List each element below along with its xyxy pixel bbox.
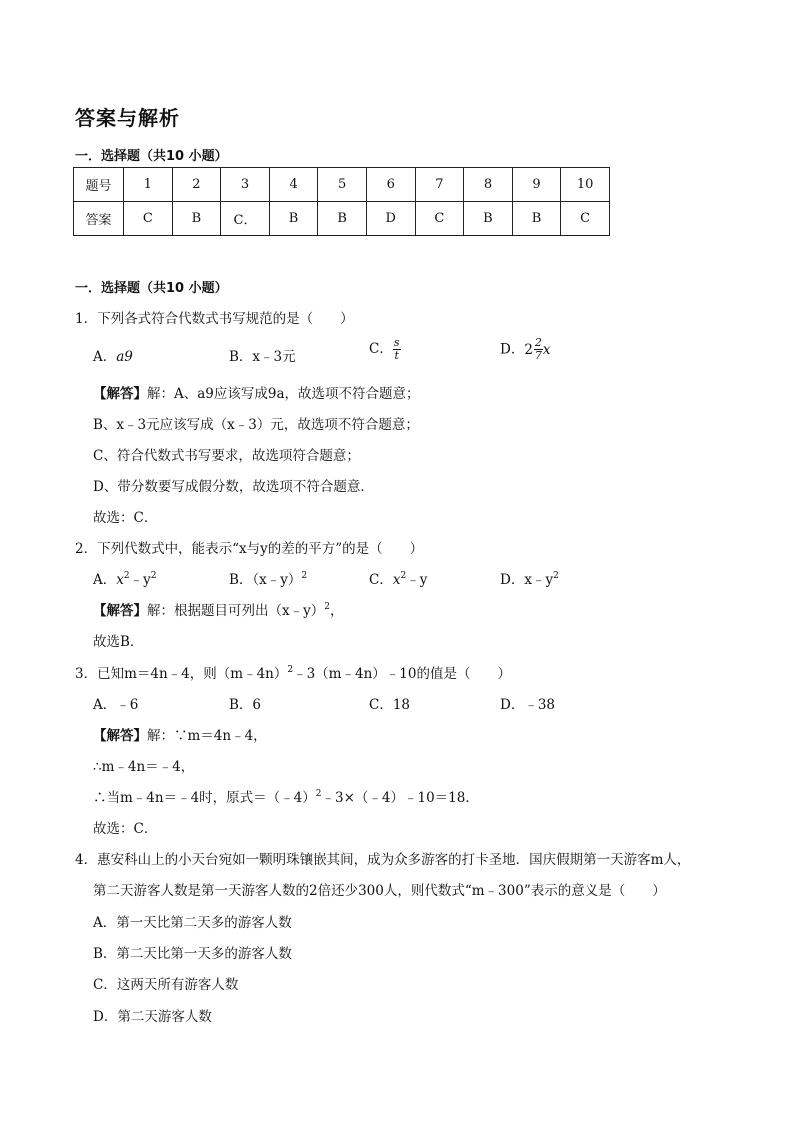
q2-option-c: C．$x^2﹣y$	[369, 571, 428, 588]
q2-option-a: A．$x^2﹣y^2$	[93, 571, 157, 588]
solution-label: 【解答】	[93, 386, 147, 402]
question-3-stem: 3．已知m＝4n﹣4，则（m﹣4n）$^2$﹣3（m﹣4n）﹣10的值是（ ）	[75, 665, 511, 682]
question-number: 4	[269, 168, 318, 202]
q1-solution-line: D、带分数要写成假分数，故选项不符合题意．	[93, 479, 374, 495]
option-text: a9	[116, 349, 133, 365]
mixed-number: 2 $\frac{2}{7}$ x	[524, 336, 551, 362]
option-label: D．	[500, 341, 525, 358]
table-row	[74, 202, 610, 236]
q3-solution-line: ∴当m﹣4n＝﹣4时，原式＝（﹣4）$^2$﹣3×（﹣4）﹣10＝18．	[93, 789, 479, 806]
answer-cell: B	[512, 202, 561, 236]
q1-solution-line: 故选：C．	[93, 510, 158, 526]
table-row	[74, 168, 610, 202]
answer-cell: B	[318, 202, 367, 236]
page-title: 答案与解析	[75, 106, 180, 130]
answer-cell: B	[269, 202, 318, 236]
q3-option-c: C．18	[369, 697, 411, 713]
q4-option-c: C．这两天所有游客人数	[93, 977, 239, 993]
answer-cell: C	[124, 202, 173, 236]
q3-option-a: A．﹣6	[93, 697, 139, 713]
option-label: B．	[229, 349, 253, 365]
option-text: x﹣3元	[252, 349, 296, 365]
question-number: 3	[221, 168, 270, 202]
q3-solution-line: 【解答】解：∵m＝4n﹣4，	[93, 728, 267, 744]
q2-solution-line: 【解答】解：根据题目可列出（x﹣y）$^2$，	[93, 602, 344, 619]
q2-option-d: D．$x﹣y^2$	[500, 571, 559, 588]
solution-label: 【解答】	[93, 603, 147, 619]
question-number: 10	[561, 168, 610, 202]
answer-cell: B	[464, 202, 513, 236]
answer-cell: D	[366, 202, 415, 236]
q3-option-d: D．﹣38	[500, 697, 556, 713]
q2-solution-line: 故选B．	[93, 634, 144, 650]
question-number: 8	[464, 168, 513, 202]
q4-option-a: A．第一天比第二天多的游客人数	[93, 915, 292, 931]
question-4-stem: 4．惠安科山上的小天台宛如一颗明珠镶嵌其间，成为众多游客的打卡圣地．国庆假期第一天游客m人，	[75, 852, 691, 868]
answer-cell: B	[172, 202, 221, 236]
q1-option-b	[229, 345, 296, 365]
q1-option-d	[500, 337, 551, 362]
solution-label: 【解答】	[93, 728, 147, 744]
answer-cell: C	[561, 202, 610, 236]
q3-solution-line: 故选：C．	[93, 821, 158, 837]
question-2-stem: 2．下列代数式中，能表示“x与y的差的平方”的是（ ）	[75, 541, 424, 557]
answer-cell: C．	[221, 202, 270, 236]
answer-table	[73, 167, 610, 236]
q1-option-a	[93, 345, 133, 365]
question-number: 1	[124, 168, 173, 202]
q1-solution-line: 【解答】解：A、a9应该写成9a，故选项不符合题意；	[93, 386, 420, 402]
question-4-stem: 第二天游客人数是第一天游客人数的2倍还少300人，则代数式“m﹣300”表示的意义是（ ）	[93, 883, 666, 899]
q3-option-b: B．6	[229, 697, 262, 713]
question-number: 5	[318, 168, 367, 202]
question-number: 6	[366, 168, 415, 202]
question-number: 7	[415, 168, 464, 202]
fraction: $\frac{s}{t}$	[393, 336, 400, 362]
q2-option-b: B．（x﹣y）$^2$	[229, 571, 308, 588]
answer-cell: C	[415, 202, 464, 236]
q3-solution-line: ∴m﹣4n＝﹣4，	[93, 759, 195, 775]
q1-solution-line: B、x﹣3元应该写成（x﹣3）元，故选项不符合题意；	[93, 417, 419, 433]
section-heading: 一．选择题（共10 小题）	[75, 281, 228, 296]
section-heading: 一．选择题（共10 小题）	[75, 149, 228, 164]
question-number: 2	[172, 168, 221, 202]
question-number: 9	[512, 168, 561, 202]
q4-option-b: B．第二天比第一天多的游客人数	[93, 946, 292, 962]
table-row-label: 答案	[74, 202, 124, 236]
q1-solution-line: C、符合代数式书写要求，故选项符合题意；	[93, 448, 360, 464]
option-label: A．	[93, 349, 117, 365]
q1-option-c	[369, 337, 401, 362]
table-row-label: 题号	[74, 168, 124, 202]
question-1-stem: 1．下列各式符合代数式书写规范的是（ ）	[75, 311, 354, 327]
option-label: C．	[369, 341, 393, 357]
q4-option-d: D．第二天游客人数	[93, 1009, 212, 1025]
